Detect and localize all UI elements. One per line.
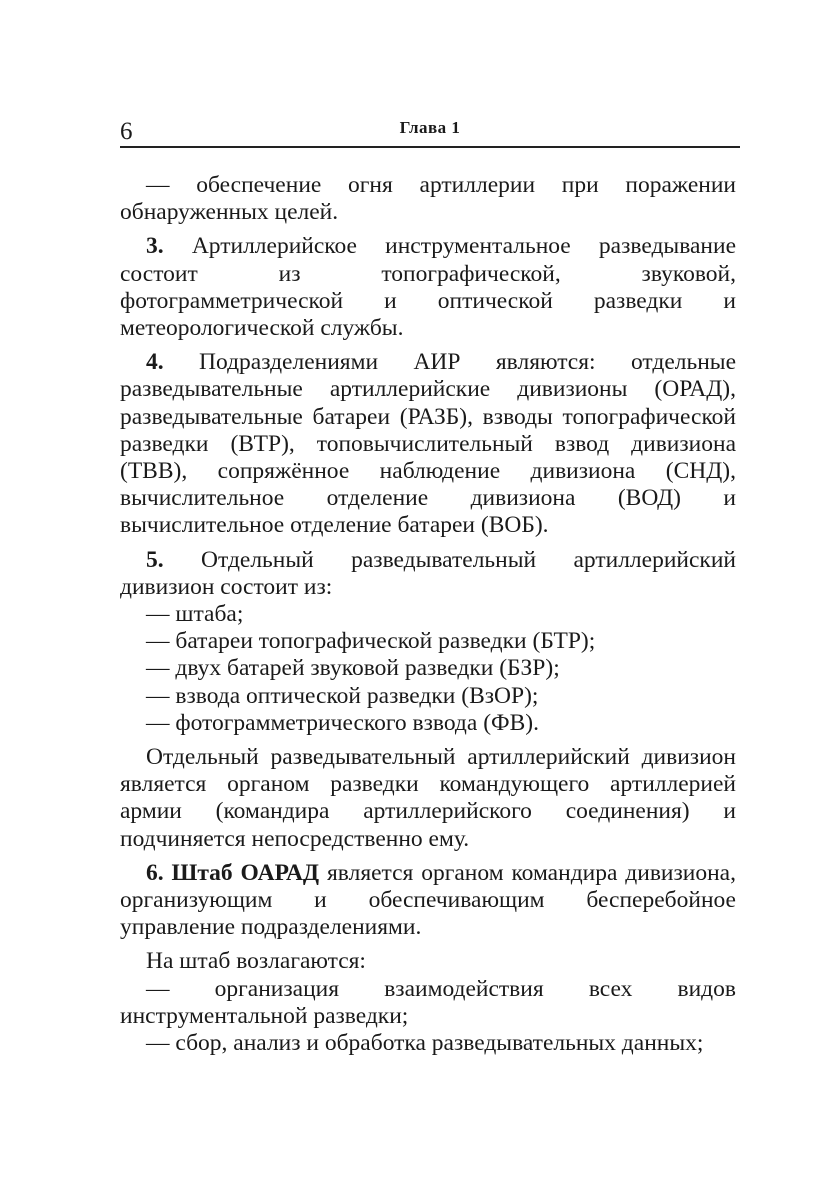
- paragraph-6-lead: Штаб ОАРАД: [171, 859, 320, 886]
- paragraph-4: [120, 349, 736, 539]
- paragraph-6: [120, 860, 736, 942]
- paragraph-5: [120, 547, 736, 601]
- paragraph-5-after: Отдельный разведывательный артиллерийский дивизион является органом разведки командующего артиллерией армии (командира артиллерийского соединения) и подчиняется непосредственно ему.: [120, 744, 736, 852]
- list-item: — двух батарей звуковой разведки (БЗР);: [146, 655, 560, 682]
- paragraph-6-number: 6.: [146, 859, 164, 886]
- page-header: [120, 112, 740, 148]
- list-item: — батареи топографической разведки (БТР);: [146, 628, 596, 655]
- page-body: [120, 172, 736, 1057]
- list-item: — организация взаимодействия всех видов инструментальной разведки;: [120, 975, 736, 1029]
- paragraph-5-number: 5.: [146, 546, 164, 573]
- list-item: — фотограмметрического взвода (ФВ).: [146, 709, 539, 736]
- page-number: 6: [120, 118, 133, 145]
- paragraph-6-text: является органом командира дивизиона, организующим и обеспечивающим бесперебойное управление подразделениями.: [120, 859, 736, 941]
- paragraph-3-number: 3.: [146, 233, 164, 260]
- paragraph-6-intro: На штаб возлагаются:: [146, 948, 366, 975]
- paragraph-5-text: Отдельный разведывательный артиллерийский дивизион состоит из:: [120, 546, 736, 600]
- paragraph-continuation: — обеспечение огня артиллерии при поражении обнаруженных целей.: [120, 172, 736, 226]
- list-item: — сбор, анализ и обработка разведывательных данных;: [146, 1030, 704, 1057]
- list-item: — взвода оптической разведки (ВзОР);: [146, 682, 539, 709]
- paragraph-4-text: Подразделениями АИР являются: отдельные разведывательные артиллерийские дивизионы (ОРАД), разведывательные батареи (РАЗБ), взводы топографической разведки (ВТР), топовычислительный взвод дивизиона (ТВВ), сопряжённое наблюдение дивизиона (СНД), вычислительное отделение дивизиона (ВОД) и вычислительное отделение батареи (ВОБ).: [120, 349, 737, 539]
- paragraph-4-number: 4.: [146, 349, 164, 376]
- chapter-title: Глава 1: [399, 118, 461, 137]
- list-item: — штаба;: [146, 601, 244, 628]
- paragraph-3-text: Артиллерийское инструментальное разведывание состоит из топографической, звуковой, фотограмметрической и оптической разведки и метеорологической службы.: [120, 233, 736, 342]
- paragraph-3: [120, 233, 736, 342]
